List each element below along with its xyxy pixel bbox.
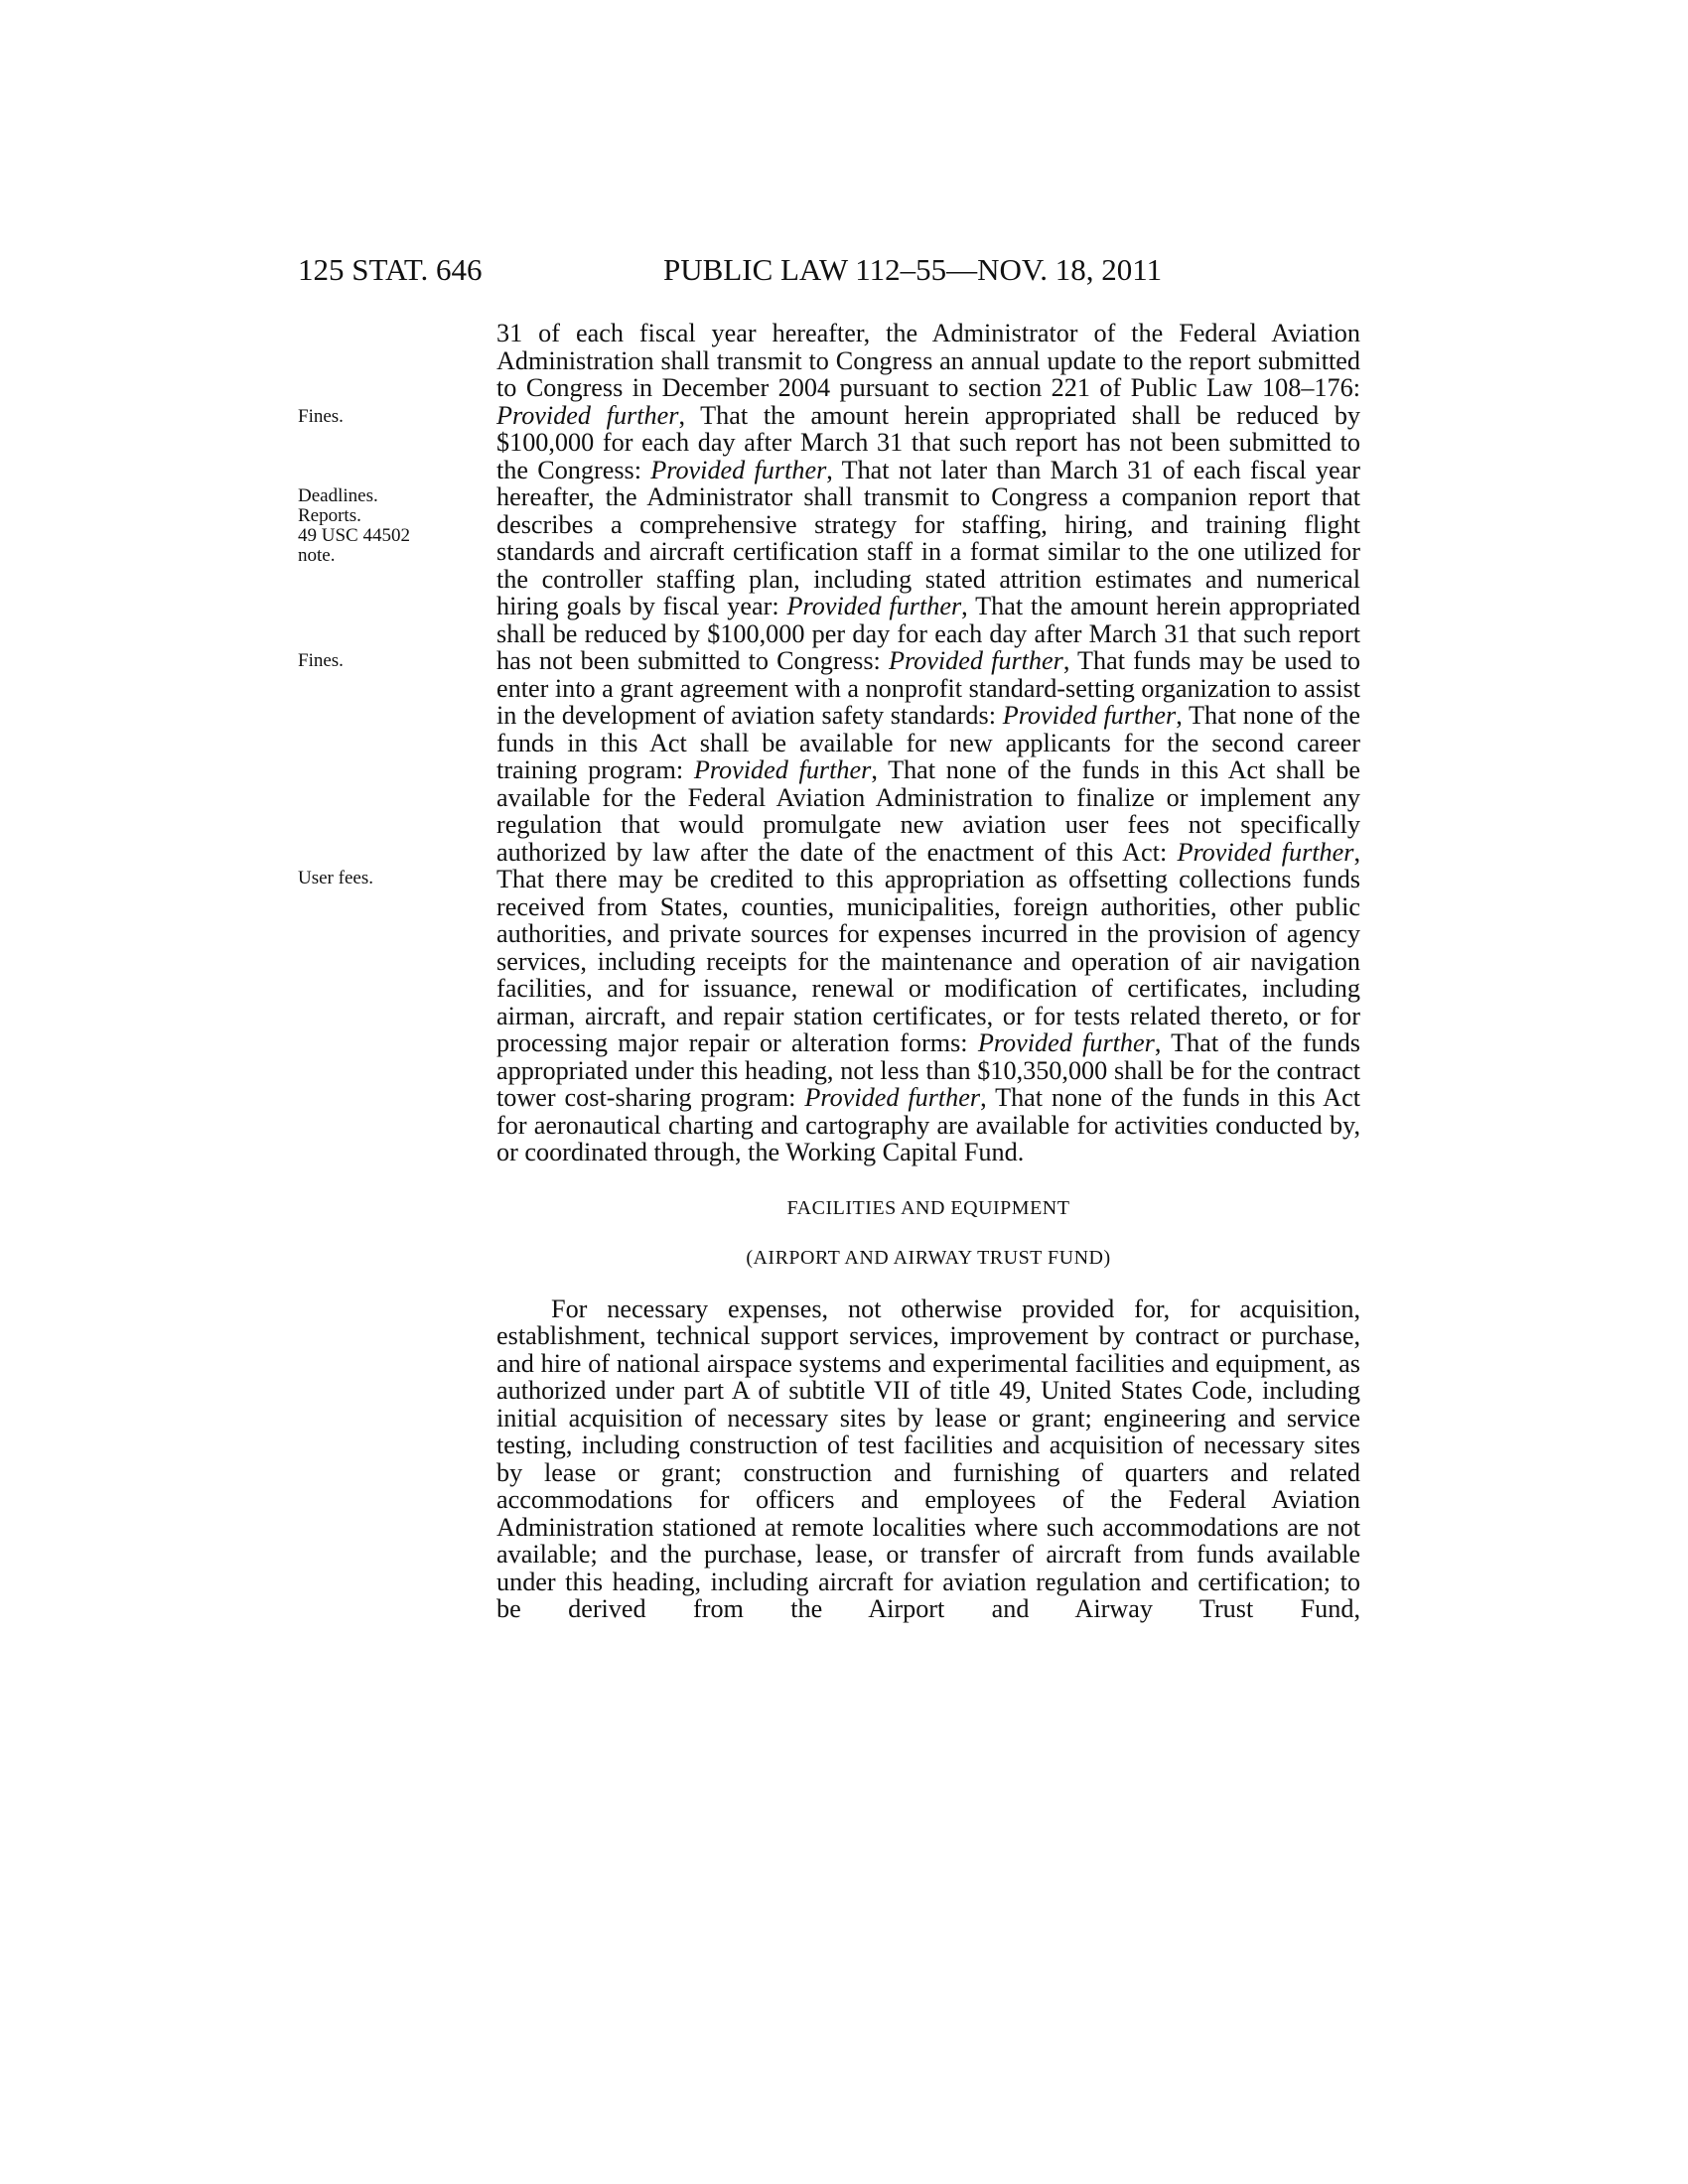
provided-further-phrase: Provided further (1002, 701, 1177, 730)
provided-further-phrase: Provided further (650, 455, 827, 484)
margin-note-deadlines: Deadlines. (298, 485, 378, 506)
margin-note-fines: Fines. (298, 406, 344, 427)
main-text (496, 320, 1360, 1623)
text-run: , That the amount herein appropriated shall be reduced by $100,000 per day for each day after March 31 that such report has not been submitted to Congress: (496, 592, 1360, 675)
provided-further-phrase: Provided further (977, 1028, 1155, 1057)
text-run: , That not later than March 31 of each fiscal year hereafter, the Administrator shall transmit to Congress a companion report that describes a comprehensive strategy for staffing, hiring, and training flight standards and aircraft certification staff in a format similar to the one utilized for the controller staffing plan, including stated attrition estimates and numerical hiring goals by fiscal year: (496, 455, 1360, 620)
facilities-equipment-paragraph: For necessary expenses, not otherwise provided for, for acquisition, establishment, technical support services, improvement by contract or purchase, and hire of national airspace systems and experimental facilities and equipment, as authorized under part A of subtitle VII of title 49, United States Code, including initial acquisition of necessary sites by lease or grant; engineering and service testing, including construction of test facilities and acquisition of necessary sites by lease or grant; construction and furnishing of quarters and related accommodations for officers and employees of the Federal Aviation Administration stationed at remote localities where such accommodations are not available; and the purchase, lease, or transfer of aircraft from funds available under this heading, including aircraft for aviation regulation and certification; to be derived from the Airport and Airway Trust Fund, (496, 1294, 1360, 1623)
text-run: , That of the funds appropriated under this heading, not less than $10,350,000 shall be for the contract tower cost-sharing program: (496, 1028, 1360, 1112)
text-run: , That there may be credited to this appropriation as offsetting collections funds received from States, counties, municipalities, foreign authorities, other public authorities, and private sources for expenses incurred in the provision of agency services, including receipts for the maintenance and operation of air navigation facilities, and for issuance, renewal or modification of certificates, including airman, aircraft, and repair station certificates, or for tests related thereto, or for processing major repair or alteration forms: (496, 837, 1361, 1057)
text-run: , That the amount herein appropriated shall be reduced by $100,000 for each day after March 31 that such report has not been submitted to the Congress: (496, 400, 1361, 484)
margin-note-user-fees: User fees. (298, 868, 373, 888)
public-law-title: PUBLIC LAW 112–55—NOV. 18, 2011 (663, 252, 1163, 287)
text-run: 31 of each fiscal year hereafter, the Administrator of the Federal Aviation Administration shall transmit to Congress an annual update to the report submitted to Congress in December 2004 pursuant to section 221 of Public Law 108–176: (496, 319, 1360, 402)
margin-note-note: note. (298, 545, 336, 566)
provided-further-phrase: Provided further (693, 755, 872, 784)
provided-further-phrase: Provided further (804, 1083, 981, 1112)
statute-page-reference: 125 STAT. 646 (298, 252, 483, 287)
text-run: , That funds may be used to enter into a grant agreement with a nonprofit standard-setting organization to assist in the development of aviation safety standards: (496, 646, 1361, 730)
margin-note-fines-second: Fines. (298, 650, 344, 671)
provided-further-phrase: Provided further (1177, 837, 1354, 867)
provided-further-phrase: Provided further (786, 592, 962, 620)
provided-further-phrase: Provided further (496, 400, 679, 430)
text-run: , That none of the funds in this Act for aeronautical charting and cartography are available for activities conducted by, or coordinated through, the Working Capital Fund. (496, 1083, 1360, 1166)
provided-further-phrase: Provided further (888, 646, 1063, 675)
margin-note-usc-citation: 49 USC 44502 (298, 525, 410, 546)
text-run: , That none of the funds in this Act shall be available for the Federal Aviation Administration to finalize or implement any regulation that would promulgate new aviation user fees not specifically authorized by law after the date of the enactment of this Act: (496, 755, 1360, 867)
section-heading: FACILITIES AND EQUIPMENT (786, 1196, 1070, 1219)
margin-note-reports: Reports. (298, 505, 361, 526)
section-subheading: (AIRPORT AND AIRWAY TRUST FUND) (746, 1246, 1111, 1269)
operations-continuation-paragraph (496, 320, 1360, 1166)
text-run: , That none of the funds in this Act shall be available for new applicants for the second career training program: (496, 701, 1360, 784)
page-header (298, 250, 1360, 290)
